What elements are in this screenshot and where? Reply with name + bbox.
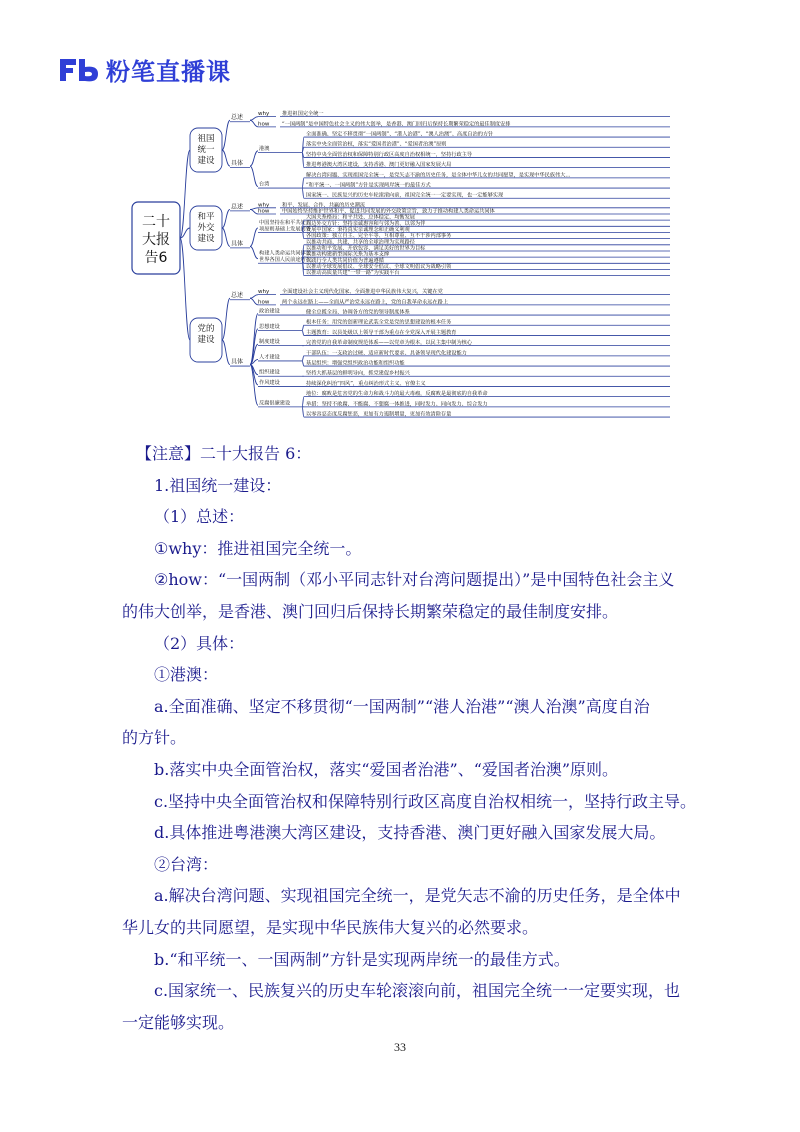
mindmap-group-label: 人才建设 (259, 354, 280, 361)
mindmap-node-label: 具体 (231, 240, 244, 248)
mindmap-root-connector (180, 238, 190, 340)
mindmap-root-text: 大报 (142, 232, 170, 248)
mindmap-item-text: 推进祖国完全统一 (282, 111, 324, 118)
mindmap-branch-title: 建设 (197, 234, 215, 244)
mindmap-item-text: 完善党的自我革命制度规范体系——以党章为根本，以民主集中制为核心 (306, 340, 473, 347)
note-content (122, 438, 697, 1038)
taiwan-b: b.“和平统一、一国两制”方针是实现两岸统一的最佳方式。 (154, 949, 570, 969)
sub-heading-specific: （2）具体： (154, 633, 245, 653)
mindmap-group-connector (250, 246, 258, 258)
page-number: 33 (394, 1040, 406, 1054)
mindmap-item-text: 基层组织：增强党组织政治功能和组织功能 (306, 360, 405, 367)
mindmap-key-label: why (258, 111, 270, 118)
mindmap-node-label: 总述 (231, 114, 244, 122)
mindmap-leaf-connector (250, 295, 258, 299)
mindmap-leaf-connector (302, 397, 304, 407)
mindmap-item-text: 落实中央全面管治权，落实“爱国者治港”、“爱国者治澳”原则 (306, 141, 447, 148)
mindmap-item-text: 健全总揽全局、协调各方的党的领导制度体系 (306, 309, 410, 316)
taiwan-a-2: 华儿女的共同愿望，是实现中华民族伟大复兴的必然要求。 (122, 917, 539, 937)
mindmap-item-text: 以推动共商、共建、共享的全球治理为实现路径 (306, 239, 415, 246)
how-text-1: ②how：“一国两制（邓小平同志针对台湾问题提出）”是中国特色社会主义 (154, 570, 675, 590)
mindmap-branch-title: 和平 (197, 212, 215, 222)
fb-logo-icon (58, 55, 102, 85)
mindmap-leaf-connector (250, 117, 258, 121)
gangao-heading: ①港澳： (154, 665, 219, 685)
mindmap-group-connector (250, 228, 258, 247)
why-text: ①why：推进祖国完全统一。 (154, 538, 362, 558)
mindmap-branch-title: 建设 (197, 335, 215, 345)
mindmap-group-label: 世界各国人民前途所在 (259, 257, 311, 264)
mindmap-group-label: 组织建设 (259, 369, 280, 376)
mindmap-item-text: 大国关系格局：和平共处、总体稳定、均衡发展 (306, 214, 415, 221)
mindmap-item-text: 推进粤港澳大湾区建设，支持香港、澳门更好融入国家发展大局 (306, 162, 452, 169)
mindmap-item-text: 以推动高质量共建“一带一路”为实践平台 (306, 270, 400, 277)
taiwan-c-2: 一定能够实现。 (122, 1012, 235, 1032)
mindmap-item-text: “和平统一、一国两制”方针是实现两岸统一的最佳方式 (306, 182, 431, 189)
mindmap-group-label: 项原则基础上发展同各 (259, 226, 311, 233)
gangao-a-2: 的方针。 (122, 728, 187, 748)
mindmap-key-label: why (258, 289, 270, 296)
mindmap-item-text: “一国两制”是中国特色社会主义的伟大创举，是香港、澳门回归后保持长期繁荣稳定的最佳制度安排 (282, 121, 511, 128)
mindmap-item-text: 和平、发展、合作、共赢的历史潮流 (282, 202, 366, 209)
mindmap-key-label: how (258, 121, 270, 128)
mindmap-item-text: 坚持大抓基层的鲜明导向，抓党建促乡村振兴 (306, 370, 410, 377)
mindmap-node-label: 总述 (231, 292, 244, 300)
mindmap-node-connector (222, 120, 230, 150)
note-title: 【注意】二十大报告 6： (136, 444, 312, 463)
mindmap-root-connector (180, 150, 190, 238)
gangao-b: b.落实中央全面管治权，落实“爱国者治港”、“爱国者治澳”原则。 (154, 759, 619, 779)
mindmap-leaf-connector (302, 361, 304, 366)
mindmap-item-text: 各国政策：独立自主、完全平等、互相尊重、互不干涉内部事务 (306, 233, 452, 240)
gangao-d: d.具体推进粤港澳大湾区建设，支持香港、澳门更好融入国家发展大局。 (154, 823, 666, 843)
mindmap-item-text: 坚持中央全面管治权和保障特别行政区高度自治权相统一，坚持行政主导 (306, 151, 473, 158)
mindmap-branch-title: 建设 (197, 156, 215, 166)
mindmap-leaf-connector (302, 356, 304, 361)
mindmap-node-connector (222, 228, 230, 246)
mindmap-item-text: 以推动构建新型国际关系为基本支撑 (306, 251, 390, 258)
mindmap-item-text: 以践行全人类共同价值为普遍遵循 (306, 257, 384, 264)
mindmap-figure (130, 98, 670, 428)
mindmap-leaf-connector (250, 209, 258, 214)
gangao-c: c.坚持中央全面管治权和保障特别行政区高度自治权相统一，坚持行政主导。 (154, 791, 697, 811)
mindmap-item-text: 周边外交方针：坚持亲诚惠容和与邻为善、以邻为伴 (306, 220, 426, 227)
mindmap-item-text: 国家统一、民族复兴的历史车轮滚滚向前，祖国完全统一一定要实现，也一定能够实现 (306, 192, 504, 199)
mindmap-key-label: how (258, 208, 270, 215)
mindmap-item-text: 两个永远在路上——全面从严治党永远在路上，党的自我革命永远在路上 (282, 299, 449, 306)
mindmap-item-text: 全面建设社会主义现代化国家、全面推进中华民族伟大复兴，关键在党 (282, 289, 443, 296)
brand-header (58, 52, 231, 87)
mindmap-key-label: why (258, 202, 270, 209)
gangao-a-1: a.全面准确、坚定不移贯彻“一国两制”“港人治港”“澳人治澳”高度自治 (154, 696, 650, 716)
mindmap-group-label: 思想建设 (259, 323, 280, 330)
mindmap-group-connector (250, 314, 258, 365)
mindmap-item-text: 持续深化纠治“四风”，重点纠治形式主义、官僚主义 (306, 380, 426, 387)
mindmap-branch-title: 祖国 (197, 134, 215, 144)
mindmap-branch-title: 党的 (197, 324, 215, 334)
taiwan-c-1: c.国家统一、民族复兴的历史车轮滚滚向前，祖国完全统一一定要实现，也 (154, 981, 681, 1001)
mindmap-item-text: 以推动和平发展、开放包容、满足美好的世界为目标 (306, 245, 426, 252)
mindmap-group-connector (250, 166, 258, 186)
mindmap-group-label: 作风建设 (259, 379, 280, 386)
mindmap-leaf-connector (302, 330, 304, 335)
mindmap-group-label: 反腐倡廉建设 (259, 400, 291, 407)
mindmap-item-text: 发展中国家：秉持真实亲诚理念和正确义利观 (306, 226, 410, 233)
mindmap-node-connector (222, 150, 230, 166)
mindmap-item-text: 以零容忍态度反腐惩恶，更加有力遏制增量，更加有效清除存量 (306, 411, 452, 418)
mindmap-node-label: 具体 (231, 358, 244, 366)
mindmap-group-connector (250, 151, 258, 166)
mindmap-group-label: 中国坚持在和平共处五 (259, 219, 311, 226)
mindmap-item-text: 地位：腐败是危害党的生命力和战斗力的最大毒瘤，反腐败是最彻底的自我革命 (306, 391, 488, 398)
mindmap-leaf-connector (250, 298, 258, 305)
mindmap-group-label: 构建人类命运共同体是 (259, 250, 311, 257)
mindmap-item-text: 以推动全球发展倡议、全球安全倡议、全球文明倡议为战略引领 (306, 263, 452, 270)
brand-name: 粉笔直播课 (106, 58, 231, 86)
mindmap-leaf-connector (302, 178, 304, 188)
mindmap-item-text: 主题教育：以县处级以上领导干部为重点在全党深入开展主题教育 (306, 329, 457, 336)
sub-heading-overview: （1）总述： (154, 507, 245, 527)
how-text-2: 的伟大创举，是香港、澳门回归后保持长期繁荣稳定的最佳制度安排。 (122, 601, 619, 621)
section-heading: 1.祖国统一建设： (154, 475, 282, 495)
mindmap-item-text: 全面准确、坚定不移贯彻“一国两制”、“港人治港”、“澳人治澳”、高度自治的方针 (306, 131, 494, 138)
taiwan-heading: ②台湾： (154, 854, 219, 874)
mindmap-branch-title: 统一 (197, 145, 215, 155)
mindmap-node-label: 具体 (231, 160, 244, 168)
mindmap-item-text: 根本任务：用党的创新理论武装全党是党的思想建设的根本任务 (306, 319, 452, 326)
mindmap-group-label: 港澳 (259, 145, 270, 152)
mindmap-leaf-connector (250, 120, 258, 127)
mindmap-node-connector (222, 209, 230, 228)
mindmap-root-text: 告6 (144, 250, 168, 266)
mindmap-key-label: how (258, 299, 270, 306)
mindmap-item-text: 干部队伍：一支政治过硬、适应新时代要求、具备领导现代化建设能力 (306, 350, 467, 357)
mindmap-node-connector (222, 298, 230, 340)
mindmap-leaf-connector (302, 407, 304, 417)
mindmap-group-label: 制度建设 (259, 339, 280, 346)
mindmap-node-connector (222, 340, 230, 365)
mindmap-item-text: 举措：坚持不敢腐、不能腐、不想腐一体推进，同时发力、同向发力、综合发力 (306, 401, 488, 408)
mindmap-root-text: 二十 (142, 214, 170, 230)
mindmap-branch-title: 外交 (197, 223, 215, 233)
mindmap-node-label: 总述 (231, 203, 244, 211)
mindmap-group-label: 台湾 (259, 181, 270, 188)
taiwan-a-1: a.解决台湾问题、实现祖国完全统一，是党矢志不渝的历史任务，是全体中 (154, 886, 681, 906)
mindmap-leaf-connector (302, 325, 304, 330)
mindmap-leaf-connector (302, 188, 304, 198)
mindmap-item-text: 解决台湾问题、实现祖国完全统一，是党矢志不渝的历史任务，是全体中华儿女的共同愿望，是实现中华民族伟大… (306, 172, 571, 179)
mindmap-item-text: 中国始终坚持维护世界和平、促进共同发展的外交政策宗旨，致力于推动构建人类命运共同体 (282, 208, 495, 215)
mindmap-group-label: 政治建设 (259, 308, 280, 315)
